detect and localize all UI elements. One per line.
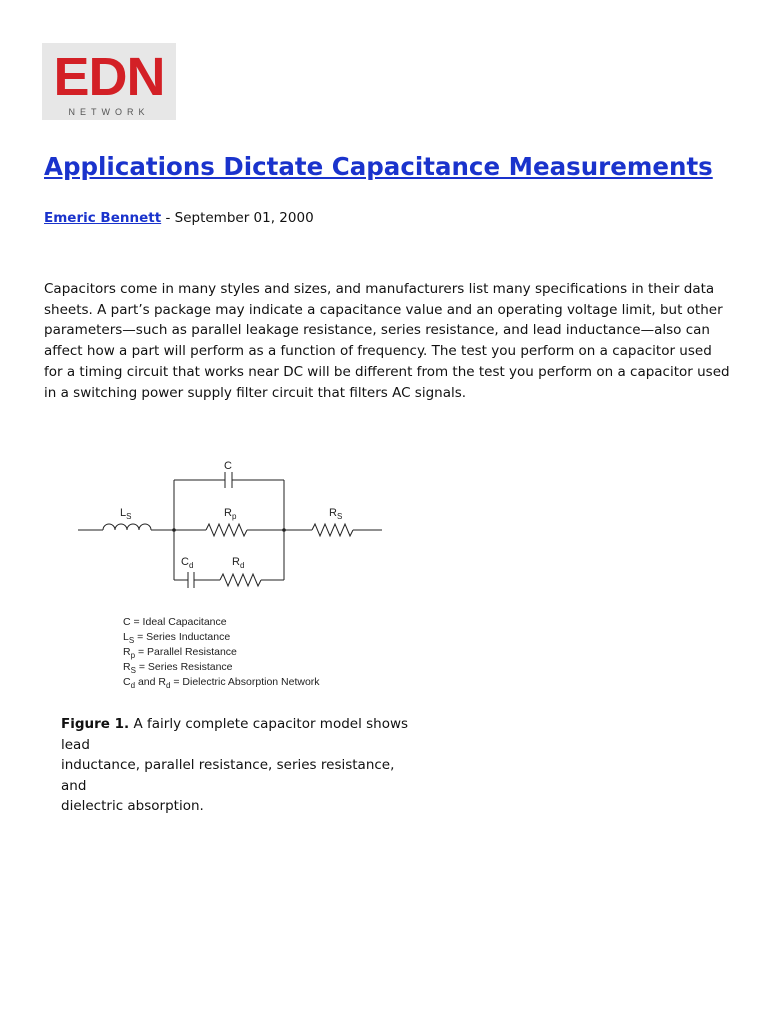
figure-legend <box>123 616 320 690</box>
resistor-rs-symbol <box>312 524 353 536</box>
capacitor-cd-symbol <box>188 572 194 588</box>
label-c: C <box>224 460 232 472</box>
resistor-rp-symbol <box>206 524 247 536</box>
logo-wordmark: EDN <box>53 47 165 107</box>
legend-line: $L_S$ = Series Inductance <box>123 631 231 645</box>
legend-line: $C_d$ and $R_d$ = Dielectric Absorption Network <box>123 676 320 690</box>
figure-caption <box>61 714 421 817</box>
inductor-ls-symbol <box>103 524 151 530</box>
label-ls: $L_S$ <box>120 507 132 521</box>
caption-text: dielectric absorption. <box>61 798 204 814</box>
publish-date: September 01, 2000 <box>174 210 314 226</box>
logo-subtitle: NETWORK <box>68 107 150 117</box>
author-link[interactable]: Emeric Bennett <box>44 210 162 226</box>
edn-network-logo[interactable] <box>42 43 176 120</box>
caption-text: A fairly complete capacitor model shows <box>129 716 409 732</box>
caption-text: lead <box>61 736 90 753</box>
intro-paragraph: Capacitors come in many styles and sizes, and manufacturers list many specifications in their data sheets. A part’s package may indicate a capacitance value and an operating voltage limit, but other parameters—such as parallel leakage resistance, series resistance, and lead inductance—also can affect how a part will perform as a function of frequency. The test you perform on a capacitor used for a timing circuit that works near DC will be different from the test you perform on a capacitor used in a switching power supply filter circuit that filters AC signals. <box>44 281 730 401</box>
byline-separator: - <box>161 210 175 226</box>
resistor-rd-symbol <box>220 574 261 586</box>
circuit-wires <box>78 472 382 588</box>
legend-line: C = Ideal Capacitance <box>123 616 227 628</box>
legend-line: $R_S$ = Series Resistance <box>123 661 233 675</box>
label-cd: $C_d$ <box>181 556 194 570</box>
junction-left <box>172 528 176 532</box>
legend-line: $R_p$ = Parallel Resistance <box>123 646 237 660</box>
capacitor-model-diagram <box>60 450 400 700</box>
junction-right <box>282 528 286 532</box>
caption-label: Figure 1. <box>61 716 130 732</box>
label-rd: $R_d$ <box>232 556 245 570</box>
article-title[interactable]: Applications Dictate Capacitance Measurements <box>44 152 713 181</box>
byline <box>44 208 314 228</box>
caption-text: inductance, parallel resistance, series resistance, and <box>61 757 395 794</box>
label-rp: $R_p$ <box>224 507 237 521</box>
label-rs: $R_S$ <box>329 507 343 521</box>
capacitor-c-symbol <box>225 472 232 488</box>
